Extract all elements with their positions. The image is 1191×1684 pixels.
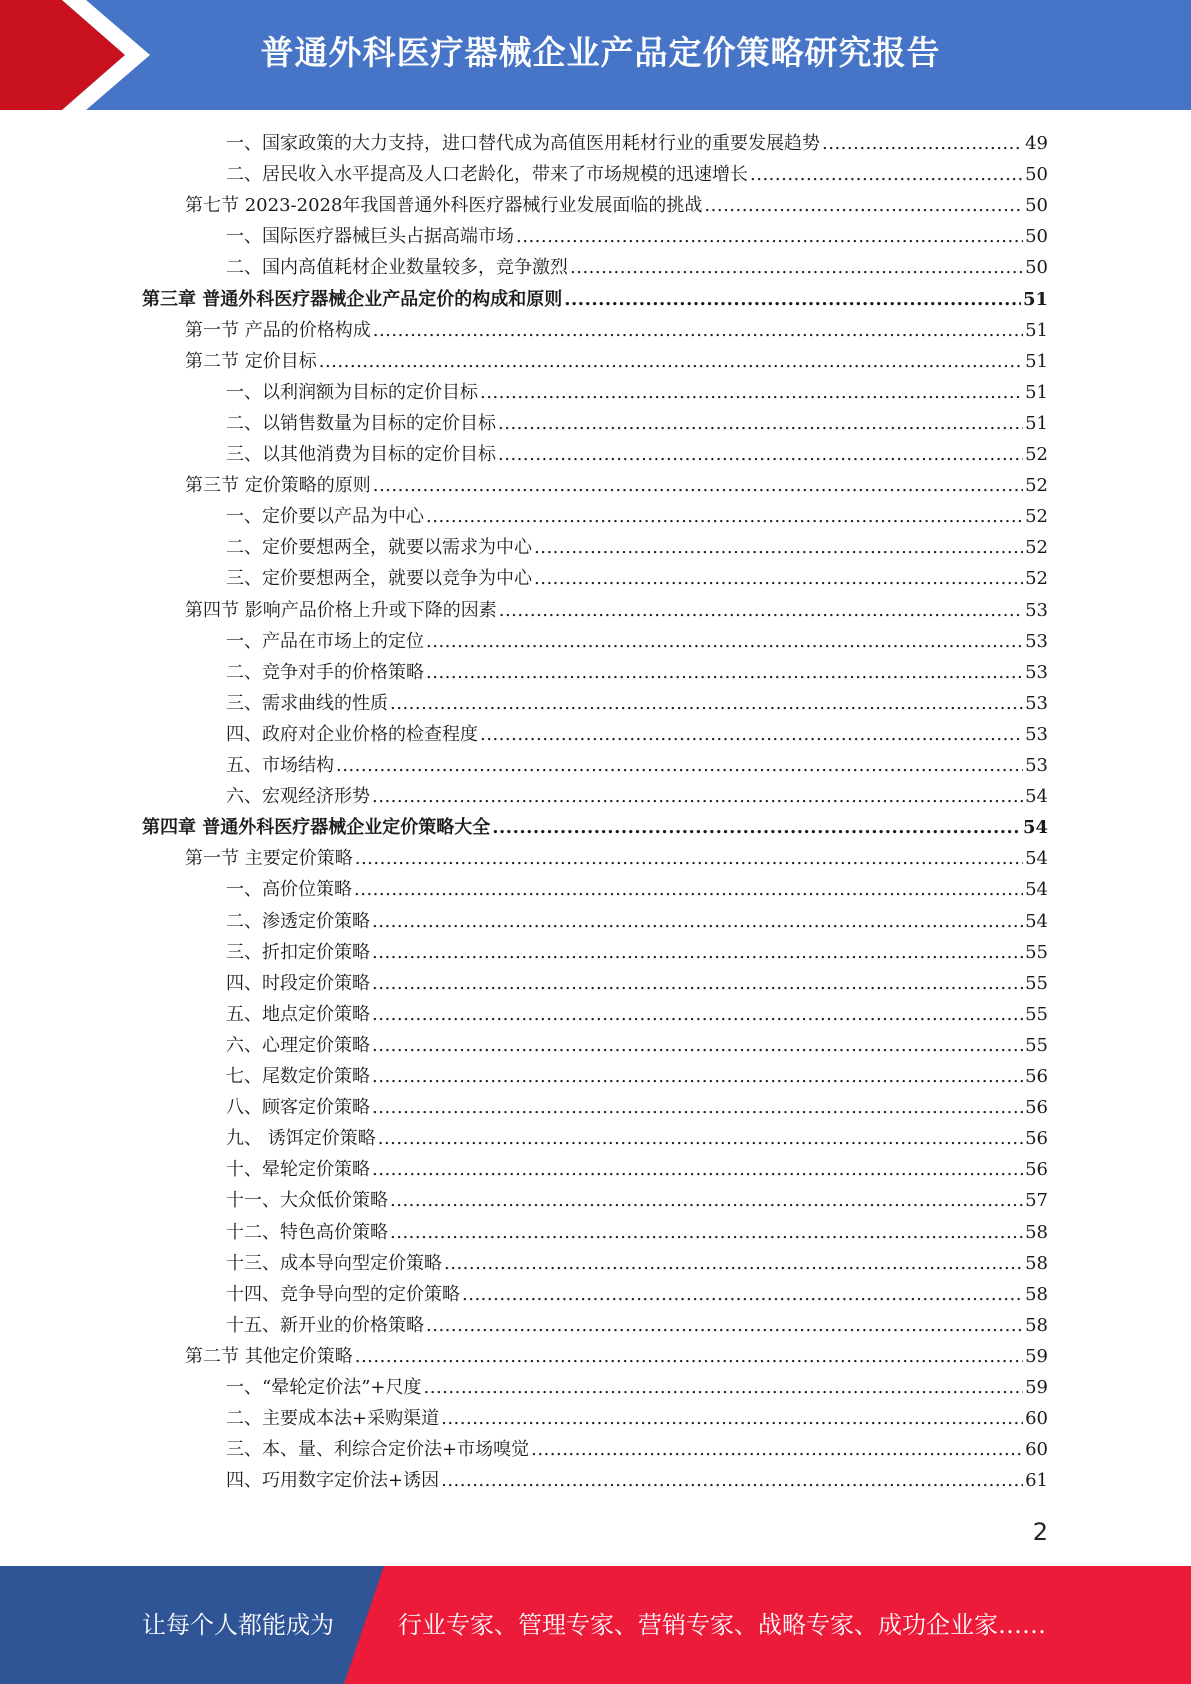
toc-leader-dots xyxy=(355,1341,1023,1372)
footer-slogan-left: 让每个人都能成为 xyxy=(142,1611,334,1639)
toc-entry[interactable] xyxy=(226,1185,1048,1216)
toc-leader-dots xyxy=(390,1185,1023,1216)
toc-leader-dots xyxy=(390,688,1023,719)
toc-entry-title: 四、巧用数字定价法+诱因 xyxy=(226,1470,440,1492)
toc-entry-title: 十一、大众低价策略 xyxy=(226,1190,388,1212)
toc-entry[interactable] xyxy=(226,781,1048,812)
toc-entry[interactable] xyxy=(185,190,1048,221)
toc-entry-title: 一、国家政策的大力支持，进口替代成为高值医用耗材行业的重要发展趋势 xyxy=(226,133,820,154)
toc-entry-page: 60 xyxy=(1025,1408,1048,1430)
toc-leader-dots xyxy=(426,657,1023,688)
toc-entry[interactable] xyxy=(226,1434,1048,1465)
toc-leader-dots xyxy=(372,968,1023,999)
toc-entry-title: 六、心理定价策略 xyxy=(226,1034,370,1056)
toc-entry[interactable] xyxy=(185,346,1048,377)
page-header xyxy=(0,0,1191,110)
toc-entry-title: 八、顾客定价策略 xyxy=(226,1097,370,1119)
toc-entry-title: 第七节 2023-2028年我国普通外科医疗器械行业发展面临的挑战 xyxy=(185,195,703,217)
toc-entry-title: 四、时段定价策略 xyxy=(226,972,370,994)
toc-entry-page: 55 xyxy=(1025,941,1048,963)
toc-entry-page: 50 xyxy=(1025,257,1048,279)
toc-entry[interactable] xyxy=(226,1403,1048,1434)
toc-entry-page: 49 xyxy=(1025,133,1048,154)
toc-entry-title: 五、市场结构 xyxy=(226,755,334,776)
toc-leader-dots xyxy=(534,532,1023,563)
toc-entry-title: 二、竞争对手的价格策略 xyxy=(226,661,424,683)
toc-entry[interactable] xyxy=(226,1123,1048,1154)
toc-entry-page: 53 xyxy=(1025,599,1048,621)
toc-entry-page: 51 xyxy=(1025,412,1048,434)
toc-entry-title: 一、高价位策略 xyxy=(226,879,352,901)
toc-entry-page: 56 xyxy=(1025,1159,1048,1181)
toc-entry-title: 七、尾数定价策略 xyxy=(226,1066,370,1087)
toc-entry-title: 二、定价要想两全，就要以需求为中心 xyxy=(226,537,532,559)
toc-entry-page: 52 xyxy=(1025,444,1048,465)
toc-entry-page: 52 xyxy=(1025,506,1048,528)
toc-entry[interactable] xyxy=(185,595,1048,626)
toc-leader-dots xyxy=(336,750,1023,781)
toc-leader-dots xyxy=(704,190,1023,221)
toc-entry[interactable] xyxy=(226,1092,1048,1123)
toc-entry-title: 二、以销售数量为目标的定价目标 xyxy=(226,412,496,434)
toc-entry-title: 第四节 影响产品价格上升或下降的因素 xyxy=(185,599,497,621)
toc-leader-dots xyxy=(498,408,1023,439)
toc-entry-title: 十三、成本导向型定价策略 xyxy=(226,1252,442,1274)
toc-entry-title: 十四、竞争导向型的定价策略 xyxy=(226,1283,460,1305)
toc-entry-page: 55 xyxy=(1025,972,1048,994)
toc-leader-dots xyxy=(750,159,1023,190)
toc-entry[interactable] xyxy=(226,1217,1048,1248)
toc-entry-title: 第一节 产品的价格构成 xyxy=(185,319,371,341)
toc-leader-dots xyxy=(372,906,1023,937)
toc-entry-title: 二、居民收入水平提高及人口老龄化，带来了市场规模的迅速增长 xyxy=(226,164,748,186)
toc-leader-dots xyxy=(373,470,1023,501)
footer-slogan-right: 行业专家、管理专家、营销专家、战略专家、成功企业家…… xyxy=(398,1611,1046,1639)
toc-entry[interactable] xyxy=(226,1372,1048,1403)
toc-entry-page: 53 xyxy=(1025,630,1048,652)
toc-entry[interactable] xyxy=(226,657,1048,688)
toc-entry-title: 第一节 主要定价策略 xyxy=(185,848,353,870)
toc-entry[interactable] xyxy=(226,221,1048,252)
toc-entry[interactable] xyxy=(185,315,1048,346)
toc-entry[interactable] xyxy=(226,159,1048,190)
toc-entry-page: 61 xyxy=(1025,1470,1048,1492)
toc-leader-dots xyxy=(373,315,1023,346)
toc-entry[interactable] xyxy=(226,968,1048,999)
toc-entry[interactable] xyxy=(226,999,1048,1030)
toc-entry[interactable] xyxy=(226,563,1048,594)
toc-entry-page: 56 xyxy=(1025,1097,1048,1119)
toc-entry-title: 三、本、量、利综合定价法+市场嗅觉 xyxy=(226,1439,530,1461)
toc-leader-dots xyxy=(492,812,1021,843)
toc-entry[interactable] xyxy=(185,1341,1048,1372)
toc-leader-dots xyxy=(378,1123,1023,1154)
toc-entry-title: 三、折扣定价策略 xyxy=(226,941,370,963)
toc-leader-dots xyxy=(372,1030,1023,1061)
toc-entry-title: 四、政府对企业价格的检查程度 xyxy=(226,723,478,745)
toc-entry-page: 55 xyxy=(1025,1003,1048,1025)
toc-entry-page: 54 xyxy=(1022,817,1048,839)
toc-entry[interactable] xyxy=(226,128,1048,159)
toc-leader-dots xyxy=(372,1092,1023,1123)
toc-entry[interactable] xyxy=(226,1061,1048,1092)
toc-entry-title: 第二节 其他定价策略 xyxy=(185,1345,353,1367)
toc-leader-dots xyxy=(372,781,1023,812)
toc-entry-title: 二、主要成本法+采购渠道 xyxy=(226,1408,440,1430)
toc-leader-dots xyxy=(354,874,1023,905)
toc-entry-title: 第三节 定价策略的原则 xyxy=(185,475,371,497)
toc-leader-dots xyxy=(480,377,1023,408)
toc-leader-dots xyxy=(426,626,1023,657)
toc-leader-dots xyxy=(372,1061,1023,1092)
toc-entry[interactable] xyxy=(142,812,1048,843)
toc-entry-page: 50 xyxy=(1025,195,1048,217)
toc-entry-title: 一、国际医疗器械巨头占据高端市场 xyxy=(226,226,514,248)
toc-leader-dots xyxy=(372,1154,1023,1185)
toc-entry-title: 十、晕轮定价策略 xyxy=(226,1159,370,1181)
toc-entry[interactable] xyxy=(226,1279,1048,1310)
toc-entry-title: 十二、特色高价策略 xyxy=(226,1221,388,1243)
toc-leader-dots xyxy=(424,1372,1024,1403)
toc-leader-dots xyxy=(426,1310,1023,1341)
toc-leader-dots xyxy=(498,439,1023,470)
toc-entry[interactable] xyxy=(185,470,1048,501)
toc-entry-title: 十五、新开业的价格策略 xyxy=(226,1314,424,1336)
toc-entry-title: 三、以其他消费为目标的定价目标 xyxy=(226,444,496,465)
toc-entry[interactable] xyxy=(226,377,1048,408)
toc-entry[interactable] xyxy=(226,719,1048,750)
toc-entry-title: 三、需求曲线的性质 xyxy=(226,692,388,714)
toc-entry[interactable] xyxy=(226,1030,1048,1061)
toc-entry-page: 54 xyxy=(1025,910,1048,932)
toc-leader-dots xyxy=(441,1465,1023,1496)
toc-entry-page: 54 xyxy=(1025,879,1048,901)
toc-entry-title: 第二节 定价目标 xyxy=(185,350,317,372)
toc-entry-page: 53 xyxy=(1025,692,1048,714)
toc-entry[interactable] xyxy=(226,532,1048,563)
toc-entry-title: 六、宏观经济形势 xyxy=(226,786,370,808)
toc-entry-page: 55 xyxy=(1025,1034,1048,1056)
toc-entry-page: 59 xyxy=(1025,1377,1048,1398)
toc-entry-page: 51 xyxy=(1025,350,1048,372)
toc-entry-page: 52 xyxy=(1025,568,1048,590)
toc-leader-dots xyxy=(426,501,1023,532)
toc-entry-title: 第四章 普通外科医疗器械企业定价策略大全 xyxy=(142,817,491,839)
toc-entry-title: 二、国内高值耗材企业数量较多，竞争激烈 xyxy=(226,257,568,279)
toc-leader-dots xyxy=(444,1248,1023,1279)
toc-leader-dots xyxy=(564,284,1021,315)
toc-entry-page: 58 xyxy=(1025,1252,1048,1274)
toc-entry-title: 一、产品在市场上的定位 xyxy=(226,630,424,652)
toc-entry[interactable] xyxy=(226,688,1048,719)
toc-leader-dots xyxy=(355,843,1023,874)
toc-entry-title: 一、以利润额为目标的定价目标 xyxy=(226,381,478,403)
toc-leader-dots xyxy=(516,221,1023,252)
toc-entry[interactable] xyxy=(226,937,1048,968)
toc-entry-page: 59 xyxy=(1025,1345,1048,1367)
toc-entry[interactable] xyxy=(226,906,1048,937)
toc-entry-page: 57 xyxy=(1025,1190,1048,1212)
toc-entry[interactable] xyxy=(226,439,1048,470)
toc-entry[interactable] xyxy=(226,252,1048,283)
toc-entry-title: 九、 诱饵定价策略 xyxy=(226,1128,376,1150)
toc-leader-dots xyxy=(319,346,1023,377)
toc-leader-dots xyxy=(480,719,1023,750)
toc-entry-page: 50 xyxy=(1025,164,1048,186)
toc-entry-page: 53 xyxy=(1025,755,1048,776)
toc-entry-page: 53 xyxy=(1025,661,1048,683)
toc-entry-page: 58 xyxy=(1025,1283,1048,1305)
toc-entry[interactable] xyxy=(142,284,1048,315)
toc-leader-dots xyxy=(570,252,1023,283)
page-footer xyxy=(0,1566,1191,1684)
toc-entry-title: 一、“晕轮定价法”+尺度 xyxy=(226,1377,422,1398)
toc-entry-page: 53 xyxy=(1025,723,1048,745)
toc-entry[interactable] xyxy=(226,750,1048,781)
toc-entry-page: 52 xyxy=(1025,475,1048,497)
toc-entry[interactable] xyxy=(226,1465,1048,1496)
toc-leader-dots xyxy=(372,937,1023,968)
toc-entry-page: 50 xyxy=(1025,226,1048,248)
toc-entry[interactable] xyxy=(226,626,1048,657)
toc-entry-page: 51 xyxy=(1022,288,1048,310)
toc-entry-title: 第三章 普通外科医疗器械企业产品定价的构成和原则 xyxy=(142,288,563,310)
toc-leader-dots xyxy=(822,128,1023,159)
toc-leader-dots xyxy=(462,1279,1023,1310)
toc-entry-page: 51 xyxy=(1025,319,1048,341)
report-title: 普通外科医疗器械企业产品定价策略研究报告 xyxy=(260,33,941,72)
toc-entry-title: 一、定价要以产品为中心 xyxy=(226,506,424,528)
toc-entry-page: 51 xyxy=(1025,381,1048,403)
toc-entry[interactable] xyxy=(185,843,1048,874)
toc-entry-title: 二、渗透定价策略 xyxy=(226,910,370,932)
toc-entry-page: 54 xyxy=(1025,848,1048,870)
toc-leader-dots xyxy=(499,595,1023,626)
toc-entry[interactable] xyxy=(226,1310,1048,1341)
toc-entry[interactable] xyxy=(226,1154,1048,1185)
toc-entry[interactable] xyxy=(226,501,1048,532)
toc-leader-dots xyxy=(390,1217,1023,1248)
toc-entry[interactable] xyxy=(226,1248,1048,1279)
toc-entry-page: 56 xyxy=(1025,1066,1048,1087)
toc-entry-page: 56 xyxy=(1025,1128,1048,1150)
toc-entry[interactable] xyxy=(226,874,1048,905)
toc-entry-title: 五、地点定价策略 xyxy=(226,1003,370,1025)
toc-entry-page: 58 xyxy=(1025,1221,1048,1243)
toc-leader-dots xyxy=(531,1434,1023,1465)
toc-entry-page: 52 xyxy=(1025,537,1048,559)
toc-leader-dots xyxy=(534,563,1023,594)
toc-leader-dots xyxy=(372,999,1023,1030)
toc-entry[interactable] xyxy=(226,408,1048,439)
toc-entry-page: 58 xyxy=(1025,1314,1048,1336)
toc-entry-page: 54 xyxy=(1025,786,1048,808)
page-number: 2 xyxy=(1032,1518,1048,1546)
toc-entry-page: 60 xyxy=(1025,1439,1048,1461)
toc-entry-title: 三、定价要想两全，就要以竞争为中心 xyxy=(226,568,532,590)
toc-leader-dots xyxy=(441,1403,1023,1434)
